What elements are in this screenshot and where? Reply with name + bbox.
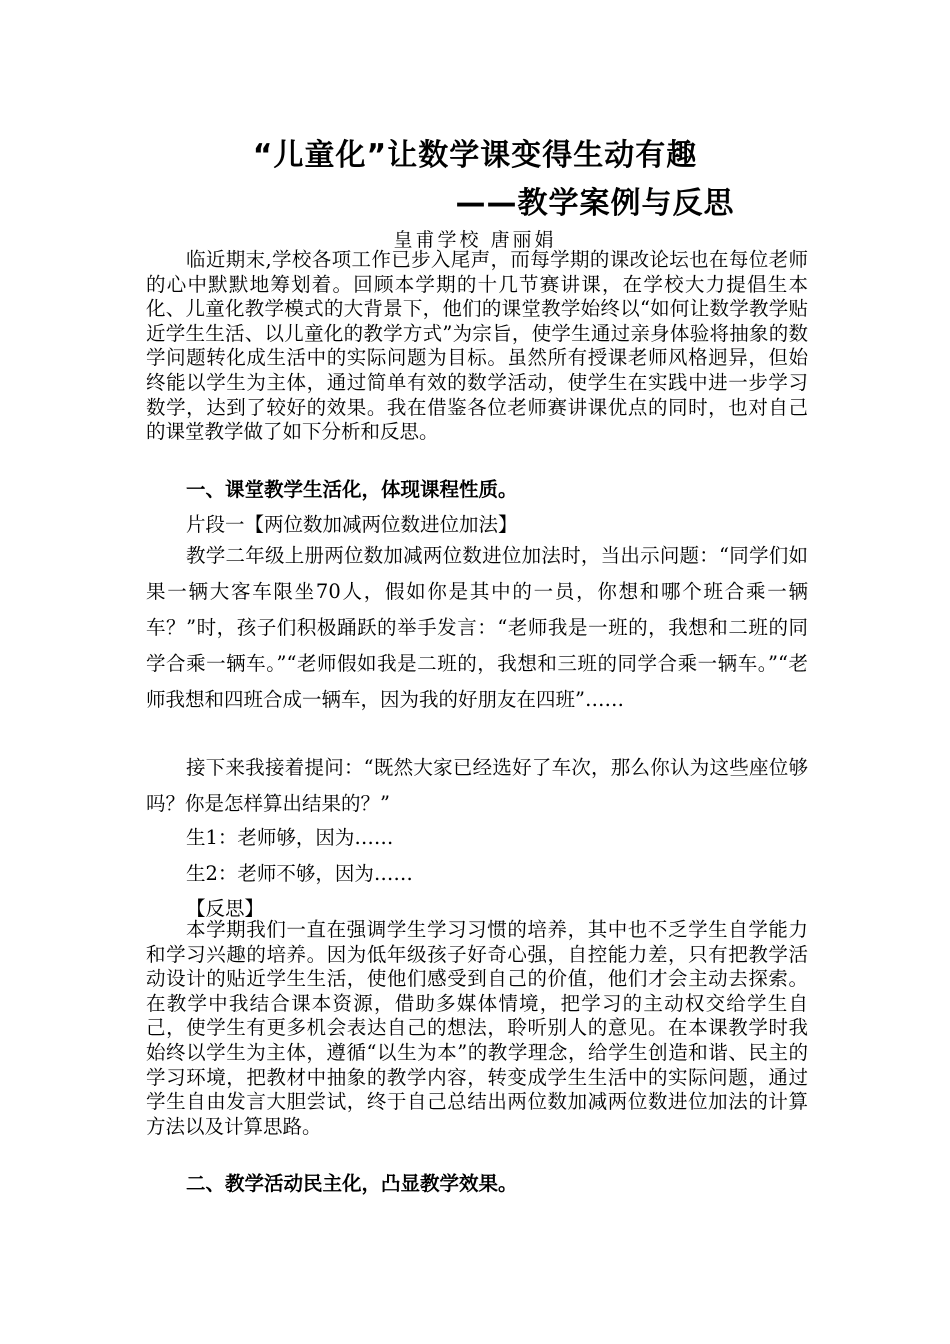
student-answer-2: 生2：老师不够，因为…… <box>186 862 413 885</box>
case-paragraph: 教学二年级上册两位数加减两位数进位加法时，当出示问题：“同学们如果一辆大客车限坐70人，假如你是其中的一员，你想和哪个班合乘一辆车？”时，孩子们积极踊跃的举手发言：“老师我是一班的，我想和二班的同学合乘一辆车。”“老师假如我是二班的，我想和三班的同学合乘一辆车。”“老师我想和四班合成一辆车，因为我的好朋友在四班”…… <box>146 544 808 711</box>
section-heading-1: 一、课堂教学生活化，体现课程性质。 <box>186 478 518 501</box>
followup-paragraph: 接下来我接着提问：“既然大家已经选好了车次，那么你认为这些座位够吗？你是怎样算出结果的？” <box>146 756 808 815</box>
fragment-heading: 片段一【两位数加减两位数进位加法】 <box>186 513 518 536</box>
document-subtitle: ——教学案例与反思 <box>455 186 735 221</box>
author-line: 皇甫学校 唐丽娟 <box>393 229 557 251</box>
student-answer-1: 生1：老师够，因为…… <box>186 826 394 849</box>
reflection-label: 【反思】 <box>186 897 265 920</box>
section-heading-2: 二、教学活动民主化，凸显教学效果。 <box>186 1172 518 1195</box>
reflection-paragraph: 本学期我们一直在强调学生学习习惯的培养，其中也不乏学生自学能力和学习兴趣的培养。因为低年级孩子好奇心强，自控能力差，只有把教学活动设计的贴近学生生活，使他们感受到自己的价值，他们才会主动去探索。在教学中我结合课本资源，借助多媒体情境，把学习的主动权交给学生自己，使学生有更多机会表达自己的想法，聆听别人的意见。在本课教学时我始终以学生为主体，遵循“以生为本”的教学理念，给学生创造和谐、民主的学习环境，把教材中抽象的教学内容，转变成学生生活中的实际问题，通过学生自由发言大胆尝试，终于自己总结出两位数加减两位数进位加法的计算方法以及计算思路。 <box>146 918 808 1138</box>
intro-paragraph: 临近期末,学校各项工作已步入尾声，而每学期的课改论坛也在每位老师的心中默默地筹划着。回顾本学期的十几节赛讲课，在学校大力提倡生本化、儿童化教学模式的大背景下，他们的课堂教学始终以“如何让数学教学贴近学生生活、以儿童化的教学方式”为宗旨，使学生通过亲身体验将抽象的数学问题转化成生活中的实际问题为目标。虽然所有授课老师风格迥异，但始终能以学生为主体，通过简单有效的数学活动，使学生在实践中进一步学习数学，达到了较好的效果。我在借鉴各位老师赛讲课优点的同时，也对自己的课堂教学做了如下分析和反思。 <box>146 248 808 444</box>
document-title: “儿童化”让数学课变得生动有趣 <box>252 138 698 173</box>
